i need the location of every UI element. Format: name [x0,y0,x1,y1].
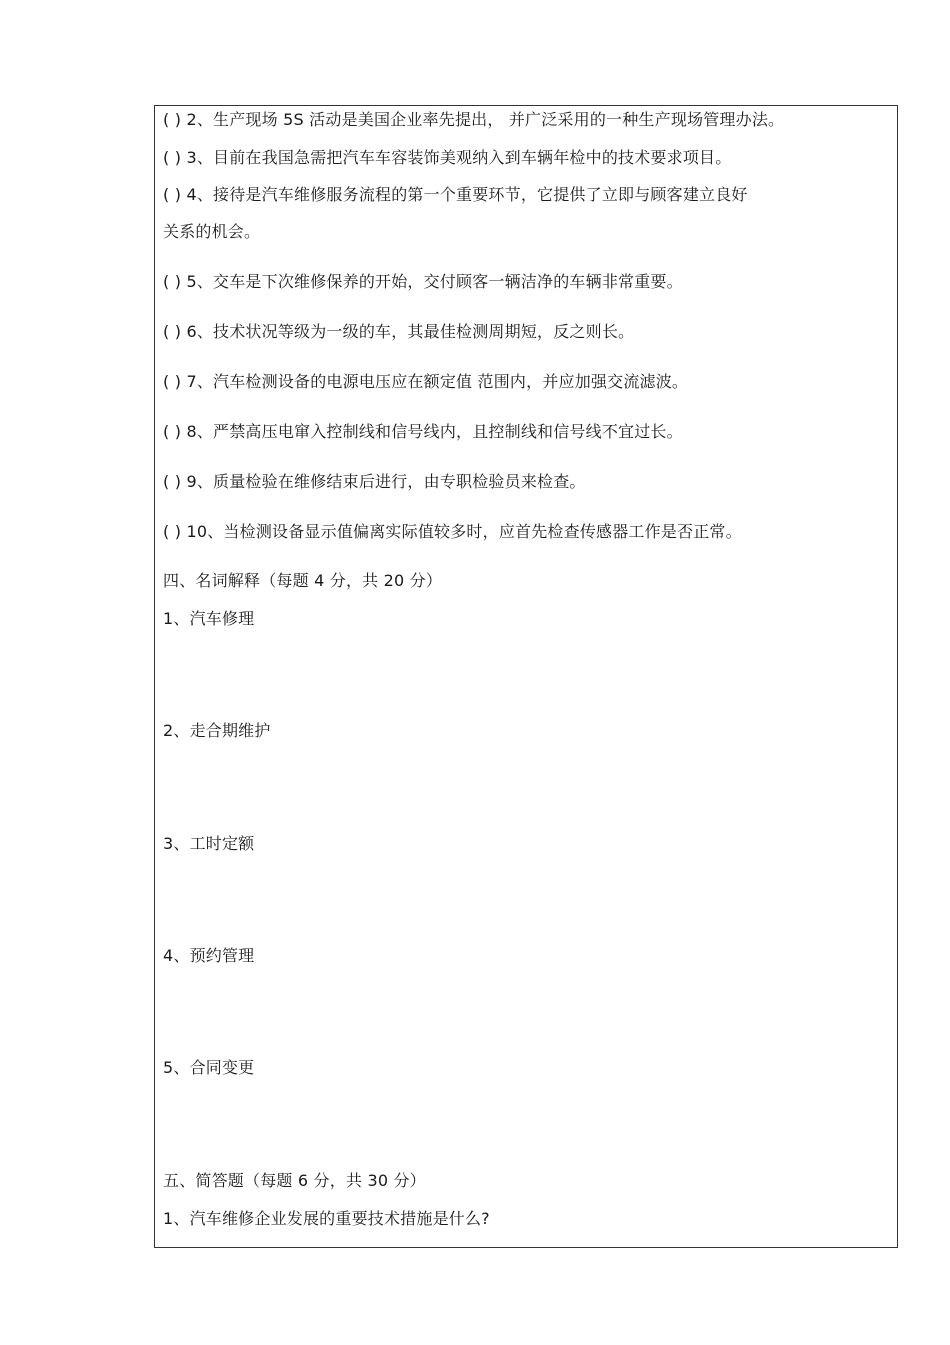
short-answer-item: 1、汽车维修企业发展的重要技术措施是什么? [163,1209,490,1228]
tf-question-6: ( ) 6、技术状况等级为一级的车，其最佳检测周期短，反之则长。 [163,322,635,341]
term-item: 2、走合期维护 [163,721,271,740]
tf-question-4-continued: 关系的机会。 [163,222,261,241]
tf-question-2: ( ) 2、生产现场 5S 活动是美国企业率先提出， 并广泛采用的一种生产现场管理办法。 [163,110,785,129]
tf-question-3: ( ) 3、目前在我国急需把汽车车容装饰美观纳入到车辆年检中的技术要求项目。 [163,148,732,167]
tf-question-9: ( ) 9、质量检验在维修结束后进行，由专职检验员来检查。 [163,472,586,491]
term-item: 5、合同变更 [163,1058,255,1077]
tf-question-7: ( ) 7、汽车检测设备的电源电压应在额定值 范围内，并应加强交流滤波。 [163,372,689,391]
tf-question-10: ( ) 10、当检测设备显示值偏离实际值较多时，应首先检查传感器工作是否正常。 [163,522,742,541]
tf-question-5: ( ) 5、交车是下次维修保养的开始，交付顾客一辆洁净的车辆非常重要。 [163,272,683,291]
section-heading-terms: 四、名词解释（每题 4 分，共 20 分） [163,571,443,590]
term-item: 4、预约管理 [163,946,255,965]
tf-question-8: ( ) 8、严禁高压电窜入控制线和信号线内，且控制线和信号线不宜过长。 [163,422,683,441]
term-item: 1、汽车修理 [163,609,255,628]
term-item: 3、工时定额 [163,834,255,853]
tf-question-4: ( ) 4、接待是汽车维修服务流程的第一个重要环节，它提供了立即与顾客建立良好 [163,185,748,204]
section-heading-short-answer: 五、简答题（每题 6 分，共 30 分） [163,1171,426,1190]
